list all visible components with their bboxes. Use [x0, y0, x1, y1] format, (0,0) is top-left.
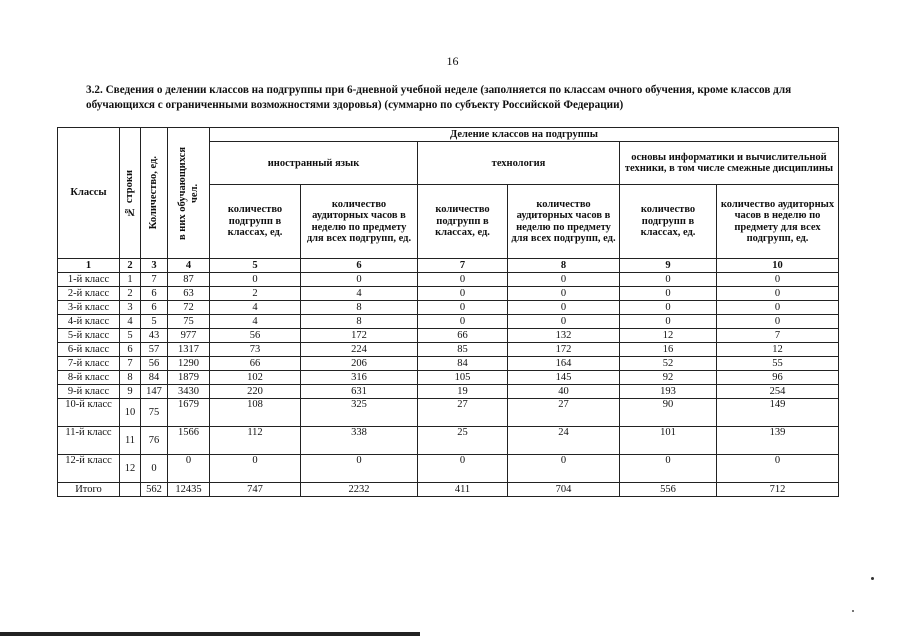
table-cell: 6	[141, 287, 168, 301]
table-row	[58, 357, 839, 371]
table-cell: 63	[168, 287, 210, 301]
table-cell: 172	[301, 329, 418, 343]
header-row-no: № строки	[120, 128, 141, 259]
header-subgroups: количество подгрупп в классах, ед.	[210, 185, 301, 259]
table-cell: 224	[301, 343, 418, 357]
table-cell: 11	[120, 427, 141, 455]
table-cell: 8	[301, 315, 418, 329]
table-cell: 6	[141, 301, 168, 315]
table-cell: 9	[120, 385, 141, 399]
table-cell: 0	[620, 287, 717, 301]
table-cell: 132	[508, 329, 620, 343]
table-cell: 325	[301, 399, 418, 427]
class-name-cell: 1-й класс	[58, 273, 120, 287]
table-cell: 0	[210, 455, 301, 483]
column-number: 3	[141, 259, 168, 273]
header-hours: количество аудиторных часов в неделю по предмету для всех подгрупп, ед.	[508, 185, 620, 259]
table-cell: 977	[168, 329, 210, 343]
table-cell: 85	[418, 343, 508, 357]
table-row	[58, 455, 839, 483]
table-row	[58, 315, 839, 329]
table-cell: 0	[418, 455, 508, 483]
column-number: 8	[508, 259, 620, 273]
table-cell: 172	[508, 343, 620, 357]
header-count: Количество, ед.	[141, 128, 168, 259]
column-number: 7	[418, 259, 508, 273]
header-classes: Классы	[58, 128, 120, 259]
table-row	[58, 427, 839, 455]
table-cell: 0	[508, 273, 620, 287]
column-numbers-row	[58, 259, 839, 273]
page-number: 16	[446, 54, 459, 68]
table-cell: 7	[717, 329, 839, 343]
table-cell: 102	[210, 371, 301, 385]
table-cell: 101	[620, 427, 717, 455]
table-cell: 631	[301, 385, 418, 399]
table-cell: 96	[717, 371, 839, 385]
table-cell: 5	[120, 329, 141, 343]
table-cell: 84	[141, 371, 168, 385]
table-cell: 193	[620, 385, 717, 399]
table-cell: 0	[301, 273, 418, 287]
table-cell: 0	[418, 287, 508, 301]
table-cell: 75	[168, 315, 210, 329]
table-cell: 7	[141, 273, 168, 287]
table-cell: 0	[620, 455, 717, 483]
table-cell: 8	[120, 371, 141, 385]
table-cell: 4	[210, 315, 301, 329]
table-cell: 0	[717, 455, 839, 483]
table-cell: 411	[418, 483, 508, 497]
class-name-cell: 7-й класс	[58, 357, 120, 371]
table-cell: 7	[120, 357, 141, 371]
table-cell: 0	[418, 301, 508, 315]
column-number: 1	[58, 259, 120, 273]
table-cell: 0	[717, 301, 839, 315]
table-cell: 52	[620, 357, 717, 371]
table-row	[58, 301, 839, 315]
class-name-cell: 11-й класс	[58, 427, 120, 455]
table-cell: 338	[301, 427, 418, 455]
table-cell: 75	[141, 399, 168, 427]
table-row	[58, 385, 839, 399]
table-cell: 56	[141, 357, 168, 371]
table-row	[58, 371, 839, 385]
table-cell: 147	[141, 385, 168, 399]
column-number: 6	[301, 259, 418, 273]
table-cell: 8	[301, 301, 418, 315]
table-cell: 1290	[168, 357, 210, 371]
table-cell: 0	[418, 315, 508, 329]
table-cell: 0	[620, 315, 717, 329]
table-cell: 747	[210, 483, 301, 497]
table-cell: 27	[418, 399, 508, 427]
class-name-cell: 12-й класс	[58, 455, 120, 483]
table-cell: 3	[120, 301, 141, 315]
table-cell: 90	[620, 399, 717, 427]
table-cell: 12	[620, 329, 717, 343]
header-division: Деление классов на подгруппы	[210, 128, 839, 142]
table-cell: 57	[141, 343, 168, 357]
subgroups-table	[57, 127, 839, 497]
table-cell: 0	[717, 287, 839, 301]
table-cell: 712	[717, 483, 839, 497]
table-row	[58, 273, 839, 287]
table-cell: 76	[141, 427, 168, 455]
table-cell: 1879	[168, 371, 210, 385]
header-informatics: основы информатики и вычислительной техники, в том числе смежные дисциплины	[620, 142, 839, 185]
header-students: в них обучающихся чел.	[168, 128, 210, 259]
class-name-cell: 3-й класс	[58, 301, 120, 315]
table-cell: 87	[168, 273, 210, 287]
table-cell: 25	[418, 427, 508, 455]
table-cell: 0	[717, 273, 839, 287]
class-name-cell: 6-й класс	[58, 343, 120, 357]
table-cell: 12435	[168, 483, 210, 497]
table-cell: 3430	[168, 385, 210, 399]
table-cell: 5	[141, 315, 168, 329]
table-cell: 73	[210, 343, 301, 357]
column-number: 10	[717, 259, 839, 273]
table-cell: 206	[301, 357, 418, 371]
table-cell: 556	[620, 483, 717, 497]
section-title: 3.2. Сведения о делении классов на подгруппы при 6-дневной учебной неделе (заполняется по классам очного обучения, кроме классов для обучающихся с ограниченными возможностями здоровья) (суммарно по субъекту Российской Федерации)	[86, 84, 792, 111]
table-cell: 92	[620, 371, 717, 385]
table-cell: 149	[717, 399, 839, 427]
table-cell: 108	[210, 399, 301, 427]
scan-speck	[852, 610, 854, 612]
table-row	[58, 329, 839, 343]
class-name-cell: 10-й класс	[58, 399, 120, 427]
table-cell: 24	[508, 427, 620, 455]
bottom-rule	[0, 632, 420, 636]
table-cell: 40	[508, 385, 620, 399]
scan-speck	[871, 577, 874, 580]
header-subgroups: количество подгрупп в классах, ед.	[418, 185, 508, 259]
table-cell: 0	[620, 273, 717, 287]
table-cell: 43	[141, 329, 168, 343]
table-cell: 4	[120, 315, 141, 329]
table-cell: 84	[418, 357, 508, 371]
table-cell: 12	[120, 455, 141, 483]
table-row	[58, 287, 839, 301]
table-cell: 1679	[168, 399, 210, 427]
table-cell: 0	[508, 455, 620, 483]
table-cell: 0	[717, 315, 839, 329]
header-technology: технология	[418, 142, 620, 185]
table-cell: 55	[717, 357, 839, 371]
column-number: 4	[168, 259, 210, 273]
table-cell: 1317	[168, 343, 210, 357]
table-cell: 0	[508, 301, 620, 315]
header-subgroups: количество подгрупп в классах, ед.	[620, 185, 717, 259]
table-cell: 66	[418, 329, 508, 343]
column-number: 2	[120, 259, 141, 273]
table-cell: 0	[168, 455, 210, 483]
table-cell: 1566	[168, 427, 210, 455]
header-hours: количество аудиторных часов в неделю по предмету для всех подгрупп, ед.	[717, 185, 839, 259]
class-name-cell: 9-й класс	[58, 385, 120, 399]
table-cell: 2	[210, 287, 301, 301]
table-cell: 0	[508, 287, 620, 301]
class-name-cell: 4-й класс	[58, 315, 120, 329]
table-cell: 4	[210, 301, 301, 315]
table-cell: 0	[301, 455, 418, 483]
table-cell: 1	[120, 273, 141, 287]
table-cell: 19	[418, 385, 508, 399]
table-cell: 56	[210, 329, 301, 343]
total-row	[58, 483, 839, 497]
header-hours: количество аудиторных часов в неделю по предмету для всех подгрупп, ед.	[301, 185, 418, 259]
class-name-cell: 2-й класс	[58, 287, 120, 301]
table-row	[58, 399, 839, 427]
table-cell: 6	[120, 343, 141, 357]
table-cell: 2	[120, 287, 141, 301]
table-cell: 254	[717, 385, 839, 399]
table-cell: 704	[508, 483, 620, 497]
table-cell: 4	[301, 287, 418, 301]
table-cell: 0	[620, 301, 717, 315]
table-cell: 0	[210, 273, 301, 287]
table-cell: 0	[418, 273, 508, 287]
table-cell	[120, 483, 141, 497]
table-cell: 16	[620, 343, 717, 357]
table-cell: 139	[717, 427, 839, 455]
table-cell: 0	[141, 455, 168, 483]
table-cell: 220	[210, 385, 301, 399]
class-name-cell: Итого	[58, 483, 120, 497]
table-row	[58, 343, 839, 357]
table-cell: 2232	[301, 483, 418, 497]
table-cell: 27	[508, 399, 620, 427]
table-cell: 112	[210, 427, 301, 455]
table-cell: 12	[717, 343, 839, 357]
column-number: 5	[210, 259, 301, 273]
column-number: 9	[620, 259, 717, 273]
table-cell: 0	[508, 315, 620, 329]
class-name-cell: 5-й класс	[58, 329, 120, 343]
table-cell: 105	[418, 371, 508, 385]
header-foreign-language: иностранный язык	[210, 142, 418, 185]
table-cell: 562	[141, 483, 168, 497]
table-cell: 66	[210, 357, 301, 371]
table-cell: 10	[120, 399, 141, 427]
table-cell: 316	[301, 371, 418, 385]
table-cell: 145	[508, 371, 620, 385]
class-name-cell: 8-й класс	[58, 371, 120, 385]
table-cell: 72	[168, 301, 210, 315]
table-cell: 164	[508, 357, 620, 371]
